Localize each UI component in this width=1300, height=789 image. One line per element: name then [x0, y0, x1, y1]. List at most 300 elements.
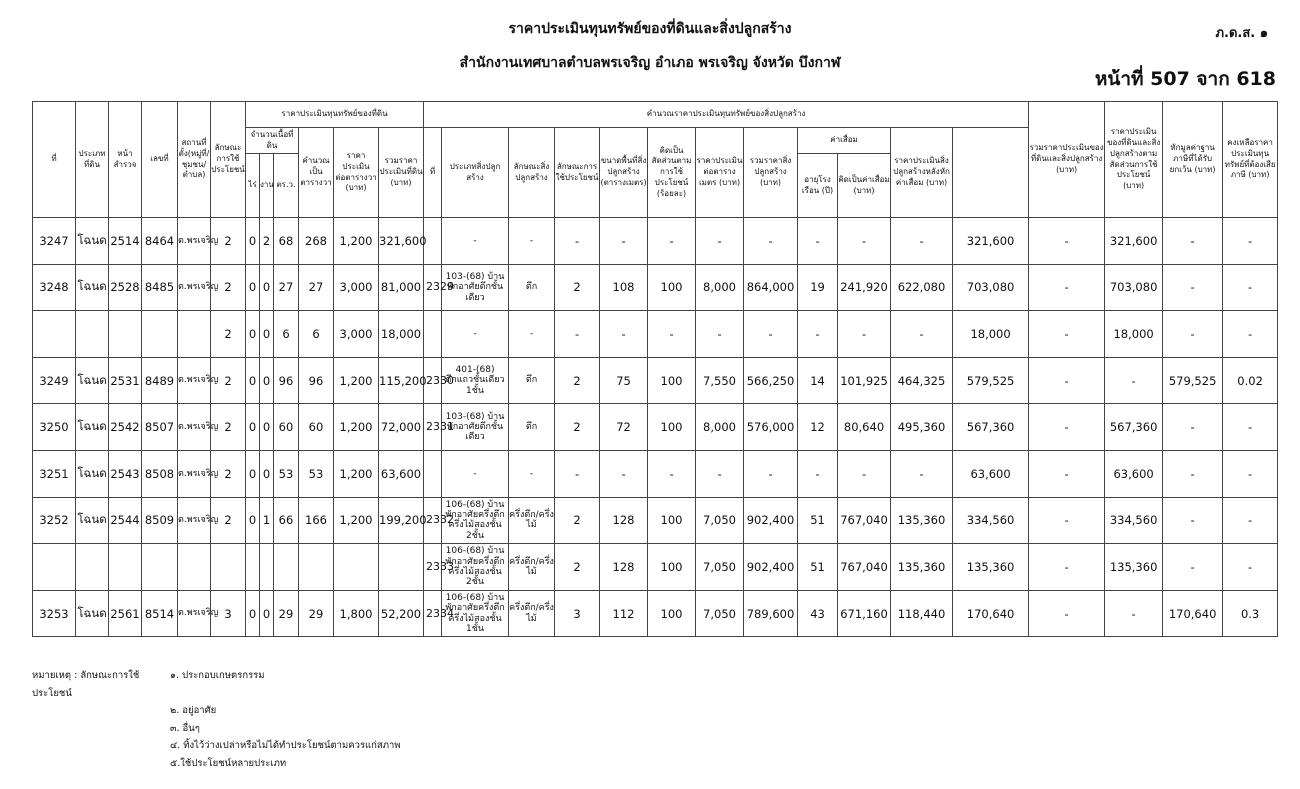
cell-total: 63,600 — [953, 450, 1029, 497]
cell-rai: 0 — [246, 497, 260, 544]
cell-land_total: 115,200 — [379, 357, 424, 404]
cell-barea: 72 — [600, 404, 648, 451]
table-row — [33, 264, 1278, 311]
col-no: ที่ — [33, 102, 76, 218]
cell-remain: - — [1163, 544, 1223, 591]
cell-land_total: 199,200 — [379, 497, 424, 544]
cell-age: - — [798, 311, 838, 358]
cell-land_total: 18,000 — [379, 311, 424, 358]
table-row — [33, 590, 1278, 637]
cell-depr: 767,040 — [838, 497, 891, 544]
cell-ngan: 1 — [260, 497, 274, 544]
notes-label: หมายเหตุ : ลักษณะการใช้ประโยชน์ — [32, 670, 140, 699]
cell-btype: 401-(68) ตึกแถวชั้นเดียว 1ชั้น — [442, 357, 509, 404]
cell-depr: 767,040 — [838, 544, 891, 591]
cell-after: 622,080 — [891, 264, 953, 311]
cell-remain: 170,640 — [1163, 590, 1223, 637]
cell-barea: 108 — [600, 264, 648, 311]
cell-use — [211, 544, 246, 591]
cell-land_total: 63,600 — [379, 450, 424, 497]
cell-no: 3251 — [33, 450, 76, 497]
cell-ppsqm: - — [696, 218, 744, 265]
cell-ppsqm: - — [696, 450, 744, 497]
cell-pct: 100 — [648, 544, 696, 591]
cell-ppsqm: - — [696, 311, 744, 358]
col-usage: ลักษณะการใช้ประโยชน์ — [211, 102, 246, 218]
cell-wa — [274, 544, 299, 591]
cell-remain: 579,525 — [1163, 357, 1223, 404]
cell-ngan: 0 — [260, 590, 274, 637]
cell-buse: 2 — [555, 497, 600, 544]
col-survey-page: หน้าสำรวจ — [109, 102, 142, 218]
cell-calc: 60 — [299, 404, 334, 451]
cell-wa: 53 — [274, 450, 299, 497]
cell-ngan — [260, 544, 274, 591]
cell-rate: - — [1223, 218, 1278, 265]
col-land-type: ประเภทที่ดิน — [76, 102, 109, 218]
cell-buse: 2 — [555, 264, 600, 311]
cell-prop: - — [1029, 404, 1105, 451]
cell-wa: 96 — [274, 357, 299, 404]
cell-wa: 66 — [274, 497, 299, 544]
cell-age: - — [798, 218, 838, 265]
cell-ppw: 1,800 — [334, 590, 379, 637]
cell-ppsqm: 8,000 — [696, 404, 744, 451]
cell-doc: 8489 — [142, 357, 178, 404]
cell-page: 2543 — [109, 450, 142, 497]
cell-no: 3252 — [33, 497, 76, 544]
cell-age: 43 — [798, 590, 838, 637]
cell-loc: ต.พรเจริญ — [178, 357, 211, 404]
cell-after: 495,360 — [891, 404, 953, 451]
cell-depr: - — [838, 450, 891, 497]
cell-bkind: ตึก — [509, 404, 555, 451]
cell-loc: ต.พรเจริญ — [178, 450, 211, 497]
cell-no — [33, 311, 76, 358]
cell-doc: 8485 — [142, 264, 178, 311]
table-row — [33, 357, 1278, 404]
cell-page: 2544 — [109, 497, 142, 544]
cell-rai: 0 — [246, 218, 260, 265]
cell-bkind: ครึ่งตึก/ครึ่งไม้ — [509, 590, 555, 637]
cell-pct: 100 — [648, 497, 696, 544]
cell-buse: - — [555, 218, 600, 265]
table-body — [33, 218, 1278, 637]
form-code: ภ.ด.ส. ๑ — [1215, 26, 1268, 41]
cell-deduct: 334,560 — [1105, 497, 1163, 544]
col-bldg-usage: ลักษณะการใช้ประโยชน์ — [555, 128, 600, 218]
cell-loc: ต.พรเจริญ — [178, 590, 211, 637]
cell-loc: ต.พรเจริญ — [178, 218, 211, 265]
cell-rai: 0 — [246, 450, 260, 497]
cell-ppsqm: 7,050 — [696, 544, 744, 591]
cell-deduct: 135,360 — [1105, 544, 1163, 591]
cell-ppw: 1,200 — [334, 497, 379, 544]
cell-barea: - — [600, 450, 648, 497]
cell-barea: - — [600, 218, 648, 265]
cell-rai: 0 — [246, 590, 260, 637]
col-total-value: รวมราคาประเมินของที่ดินและสิ่งปลูกสร้าง (บาท) — [1029, 102, 1105, 218]
col-deduction: หักมูลค่าฐานภาษีที่ได้รับยกเว้น (บาท) — [1163, 102, 1223, 218]
table-row — [33, 544, 1278, 591]
cell-buse: - — [555, 311, 600, 358]
cell-prop: - — [1029, 450, 1105, 497]
cell-prop: - — [1029, 590, 1105, 637]
cell-pct: - — [648, 450, 696, 497]
cell-rate: 0.3 — [1223, 590, 1278, 637]
col-group-area: จำนวนเนื้อที่ดิน — [246, 128, 299, 154]
assessment-table — [32, 101, 1278, 637]
cell-land_type: โฉนด — [76, 590, 109, 637]
cell-rai: 0 — [246, 404, 260, 451]
cell-total: 567,360 — [953, 404, 1029, 451]
cell-deduct: 18,000 — [1105, 311, 1163, 358]
cell-land_total: 321,600 — [379, 218, 424, 265]
cell-bno: 2331 — [424, 404, 442, 451]
report-subtitle: สำนักงานเทศบาลตำบลพรเจริญ อำเภอ พรเจริญ จังหวัด บึงกาฬ — [459, 55, 841, 71]
cell-ppsqm: 7,050 — [696, 497, 744, 544]
cell-prop: - — [1029, 218, 1105, 265]
cell-btype: - — [442, 450, 509, 497]
cell-btotal: 902,400 — [744, 544, 798, 591]
col-ngan: งาน — [260, 154, 274, 218]
cell-depr: - — [838, 218, 891, 265]
cell-prop: - — [1029, 264, 1105, 311]
cell-depr: 671,160 — [838, 590, 891, 637]
cell-bkind: ตึก — [509, 264, 555, 311]
cell-bno — [424, 450, 442, 497]
col-bldg-kind: ลักษณะสิ่งปลูกสร้าง — [509, 128, 555, 218]
cell-barea: 112 — [600, 590, 648, 637]
cell-depr: 241,920 — [838, 264, 891, 311]
cell-bno: 2333 — [424, 544, 442, 591]
cell-after: - — [891, 311, 953, 358]
col-wa: ตร.ว. — [274, 154, 299, 218]
cell-pct: 100 — [648, 264, 696, 311]
cell-btotal: - — [744, 311, 798, 358]
cell-rate: - — [1223, 497, 1278, 544]
col-bldg-type: ประเภทสิ่งปลูกสร้าง — [442, 128, 509, 218]
cell-prop: - — [1029, 311, 1105, 358]
cell-bno: 2334 — [424, 590, 442, 637]
cell-pct: 100 — [648, 404, 696, 451]
cell-loc: ต.พรเจริญ — [178, 404, 211, 451]
cell-btotal: 902,400 — [744, 497, 798, 544]
col-group-building: คำนวณราคาประเมินทุนทรัพย์ของสิ่งปลูกสร้าง — [424, 102, 1029, 128]
cell-pct: - — [648, 218, 696, 265]
cell-depr: 101,925 — [838, 357, 891, 404]
cell-bno — [424, 311, 442, 358]
cell-remain: - — [1163, 311, 1223, 358]
cell-land_type: โฉนด — [76, 497, 109, 544]
cell-rate: 0.02 — [1223, 357, 1278, 404]
cell-after: - — [891, 218, 953, 265]
cell-btotal: 864,000 — [744, 264, 798, 311]
cell-btotal: - — [744, 218, 798, 265]
cell-land_total: 72,000 — [379, 404, 424, 451]
cell-remain: - — [1163, 497, 1223, 544]
cell-barea: - — [600, 311, 648, 358]
cell-pct: 100 — [648, 357, 696, 404]
cell-no: 3250 — [33, 404, 76, 451]
cell-land_type: โฉนด — [76, 450, 109, 497]
cell-after: 135,360 — [891, 497, 953, 544]
cell-ppw: 3,000 — [334, 311, 379, 358]
col-usage-pct: คิดเป็นสัดส่วนตามการใช้ประโยชน์ (ร้อยละ) — [648, 128, 696, 218]
cell-page: 2514 — [109, 218, 142, 265]
cell-deduct: - — [1105, 357, 1163, 404]
col-bldg-total: รวมราคาสิ่งปลูกสร้าง (บาท) — [744, 128, 798, 218]
cell-calc: 166 — [299, 497, 334, 544]
cell-pct: 100 — [648, 590, 696, 637]
col-calc-wa: คำนวณเป็นตารางวา — [299, 128, 334, 218]
cell-rai: 0 — [246, 311, 260, 358]
cell-ppsqm: 8,000 — [696, 264, 744, 311]
cell-remain: - — [1163, 404, 1223, 451]
cell-land_type: โฉนด — [76, 218, 109, 265]
cell-age: 51 — [798, 497, 838, 544]
cell-ngan: 0 — [260, 311, 274, 358]
cell-page: 2561 — [109, 590, 142, 637]
cell-land_type — [76, 311, 109, 358]
cell-bkind: - — [509, 218, 555, 265]
cell-calc: 27 — [299, 264, 334, 311]
cell-prop: - — [1029, 544, 1105, 591]
col-bldg-area: ขนาดพื้นที่สิ่งปลูกสร้าง (ตารางเมตร) — [600, 128, 648, 218]
cell-use: 2 — [211, 404, 246, 451]
cell-total: 18,000 — [953, 311, 1029, 358]
cell-bkind: ครึ่งตึก/ครึ่งไม้ — [509, 497, 555, 544]
note-item: ๓. อื่นๆ — [170, 722, 200, 734]
cell-use: 3 — [211, 590, 246, 637]
col-bldg-no: ที่ — [424, 128, 442, 218]
cell-wa: 6 — [274, 311, 299, 358]
cell-land_type: โฉนด — [76, 357, 109, 404]
cell-pct: - — [648, 311, 696, 358]
cell-doc — [142, 311, 178, 358]
cell-no: 3253 — [33, 590, 76, 637]
table-header — [33, 102, 1278, 218]
col-rai: ไร่ — [246, 154, 260, 218]
note-item: ๕.ใช้ประโยชน์หลายประเภท — [170, 757, 287, 769]
cell-ppw — [334, 544, 379, 591]
cell-page — [109, 311, 142, 358]
cell-ppw: 1,200 — [334, 357, 379, 404]
cell-age: - — [798, 450, 838, 497]
col-land-total: รวมราคาประเมินที่ดิน (บาท) — [379, 128, 424, 218]
cell-calc: 96 — [299, 357, 334, 404]
col-depr-amount: คิดเป็นค่าเสื่อม (บาท) — [838, 154, 891, 218]
cell-loc — [178, 311, 211, 358]
cell-land_type: โฉนด — [76, 404, 109, 451]
cell-rate: - — [1223, 450, 1278, 497]
cell-buse: 2 — [555, 357, 600, 404]
cell-ppw: 3,000 — [334, 264, 379, 311]
cell-doc — [142, 544, 178, 591]
cell-buse: 2 — [555, 544, 600, 591]
col-group-land: ราคาประเมินทุนทรัพย์ของที่ดิน — [246, 102, 424, 128]
cell-total: 703,080 — [953, 264, 1029, 311]
cell-calc: 268 — [299, 218, 334, 265]
report-title: ราคาประเมินทุนทรัพย์ของที่ดินและสิ่งปลูกสร้าง — [508, 21, 792, 37]
cell-loc — [178, 544, 211, 591]
cell-bkind: - — [509, 311, 555, 358]
cell-bkind: - — [509, 450, 555, 497]
col-age: อายุโรงเรือน (ปี) — [798, 154, 838, 218]
cell-use: 2 — [211, 450, 246, 497]
cell-bkind: ตึก — [509, 357, 555, 404]
cell-remain: - — [1163, 450, 1223, 497]
cell-page: 2528 — [109, 264, 142, 311]
cell-no — [33, 544, 76, 591]
cell-use: 2 — [211, 218, 246, 265]
col-remaining: คงเหลือราคาประเมินทุนทรัพย์ที่ต้องเสียภาษี (บาท) — [1223, 102, 1278, 218]
cell-ppsqm: 7,050 — [696, 590, 744, 637]
table-row — [33, 497, 1278, 544]
col-price-per-wa: ราคาประเมินต่อตารางวา (บาท) — [334, 128, 379, 218]
cell-doc: 8507 — [142, 404, 178, 451]
cell-remain: - — [1163, 264, 1223, 311]
cell-barea: 128 — [600, 544, 648, 591]
cell-buse: - — [555, 450, 600, 497]
cell-bkind: ครึ่งตึก/ครึ่งไม้ — [509, 544, 555, 591]
cell-total: 135,360 — [953, 544, 1029, 591]
cell-doc: 8464 — [142, 218, 178, 265]
cell-rate: - — [1223, 404, 1278, 451]
col-group-depreciation: ค่าเสื่อม — [798, 128, 891, 154]
cell-calc: 29 — [299, 590, 334, 637]
cell-ngan: 2 — [260, 218, 274, 265]
cell-btype: 106-(68) บ้านพักอาศัยครึ่งตึกครึ่งไม้สองชั้น 1ชั้น — [442, 590, 509, 637]
cell-btotal: 789,600 — [744, 590, 798, 637]
cell-deduct: 567,360 — [1105, 404, 1163, 451]
cell-ngan: 0 — [260, 404, 274, 451]
cell-total: 321,600 — [953, 218, 1029, 265]
cell-land_total: 52,200 — [379, 590, 424, 637]
cell-ngan: 0 — [260, 264, 274, 311]
cell-calc — [299, 544, 334, 591]
cell-depr: - — [838, 311, 891, 358]
cell-no: 3248 — [33, 264, 76, 311]
cell-after: - — [891, 450, 953, 497]
cell-total: 579,525 — [953, 357, 1029, 404]
notes — [32, 667, 401, 772]
note-item: ๑. ประกอบเกษตรกรรม — [170, 670, 265, 681]
note-item: ๔. ทิ้งไว้ว่างเปล่าหรือไม่ได้ทำประโยชน์ตามควรแก่สภาพ — [170, 740, 401, 751]
note-item: ๒. อยู่อาศัย — [170, 705, 217, 716]
cell-depr: 80,640 — [838, 404, 891, 451]
cell-rate: - — [1223, 264, 1278, 311]
page-info: หน้าที่ 507 จาก 618 — [1094, 68, 1276, 90]
cell-btotal: 576,000 — [744, 404, 798, 451]
cell-page: 2542 — [109, 404, 142, 451]
cell-doc: 8514 — [142, 590, 178, 637]
cell-total: 170,640 — [953, 590, 1029, 637]
cell-rai: 0 — [246, 357, 260, 404]
col-doc-no: เลขที่ — [142, 102, 178, 218]
cell-wa: 27 — [274, 264, 299, 311]
cell-land_type — [76, 544, 109, 591]
cell-btype: 106-(68) บ้านพักอาศัยครึ่งตึกครึ่งไม้สองชั้น 2ชั้น — [442, 497, 509, 544]
cell-bno: 2330 — [424, 357, 442, 404]
cell-ppw: 1,200 — [334, 404, 379, 451]
table-row — [33, 404, 1278, 451]
cell-no: 3247 — [33, 218, 76, 265]
cell-rate: - — [1223, 311, 1278, 358]
cell-btype: - — [442, 218, 509, 265]
cell-ppsqm: 7,550 — [696, 357, 744, 404]
cell-page — [109, 544, 142, 591]
cell-no: 3249 — [33, 357, 76, 404]
cell-remain: - — [1163, 218, 1223, 265]
table-row — [33, 311, 1278, 358]
cell-page: 2531 — [109, 357, 142, 404]
cell-doc: 8509 — [142, 497, 178, 544]
cell-ngan: 0 — [260, 357, 274, 404]
cell-doc: 8508 — [142, 450, 178, 497]
cell-use: 2 — [211, 264, 246, 311]
cell-ngan: 0 — [260, 450, 274, 497]
cell-use: 2 — [211, 311, 246, 358]
cell-wa: 68 — [274, 218, 299, 265]
cell-after: 464,325 — [891, 357, 953, 404]
cell-rai — [246, 544, 260, 591]
cell-age: 19 — [798, 264, 838, 311]
cell-deduct: 703,080 — [1105, 264, 1163, 311]
cell-rai: 0 — [246, 264, 260, 311]
cell-rate: - — [1223, 544, 1278, 591]
cell-barea: 75 — [600, 357, 648, 404]
cell-btype: 103-(68) บ้านพักอาศัยตึกชั้นเดียว — [442, 404, 509, 451]
cell-after: 135,360 — [891, 544, 953, 591]
cell-buse: 2 — [555, 404, 600, 451]
cell-ppw: 1,200 — [334, 218, 379, 265]
cell-total: 334,560 — [953, 497, 1029, 544]
cell-ppw: 1,200 — [334, 450, 379, 497]
cell-use: 2 — [211, 357, 246, 404]
cell-btype: - — [442, 311, 509, 358]
cell-bno: 2329 — [424, 264, 442, 311]
cell-btotal: - — [744, 450, 798, 497]
cell-btotal: 566,250 — [744, 357, 798, 404]
cell-loc: ต.พรเจริญ — [178, 264, 211, 311]
cell-deduct: 63,600 — [1105, 450, 1163, 497]
table-row — [33, 450, 1278, 497]
cell-age: 12 — [798, 404, 838, 451]
cell-wa: 29 — [274, 590, 299, 637]
cell-prop: - — [1029, 497, 1105, 544]
table-row — [33, 218, 1278, 265]
cell-btype: 103-(68) บ้านพักอาศัยตึกชั้นเดียว — [442, 264, 509, 311]
col-location: สถานที่ตั้ง(หมู่ที่/ชุมชน/ตำบล) — [178, 102, 211, 218]
cell-calc: 53 — [299, 450, 334, 497]
cell-deduct: - — [1105, 590, 1163, 637]
cell-land_total — [379, 544, 424, 591]
cell-calc: 6 — [299, 311, 334, 358]
cell-buse: 3 — [555, 590, 600, 637]
cell-age: 51 — [798, 544, 838, 591]
col-price-per-sqm: ราคาประเมินต่อตารางเมตร (บาท) — [696, 128, 744, 218]
cell-bno: 2332 — [424, 497, 442, 544]
col-proportional: ราคาประเมินของที่ดินและสิ่งปลูกสร้างตามสัดส่วนการใช้ประโยชน์ (บาท) — [1105, 102, 1163, 218]
col-bldg-after-depr: ราคาประเมินสิ่งปลูกสร้างหลังหักค่าเสื่อม (บาท) — [891, 128, 953, 218]
cell-use: 2 — [211, 497, 246, 544]
cell-land_total: 81,000 — [379, 264, 424, 311]
cell-after: 118,440 — [891, 590, 953, 637]
cell-prop: - — [1029, 357, 1105, 404]
cell-loc: ต.พรเจริญ — [178, 497, 211, 544]
cell-btype: 106-(68) บ้านพักอาศัยครึ่งตึกครึ่งไม้สองชั้น 2ชั้น — [442, 544, 509, 591]
